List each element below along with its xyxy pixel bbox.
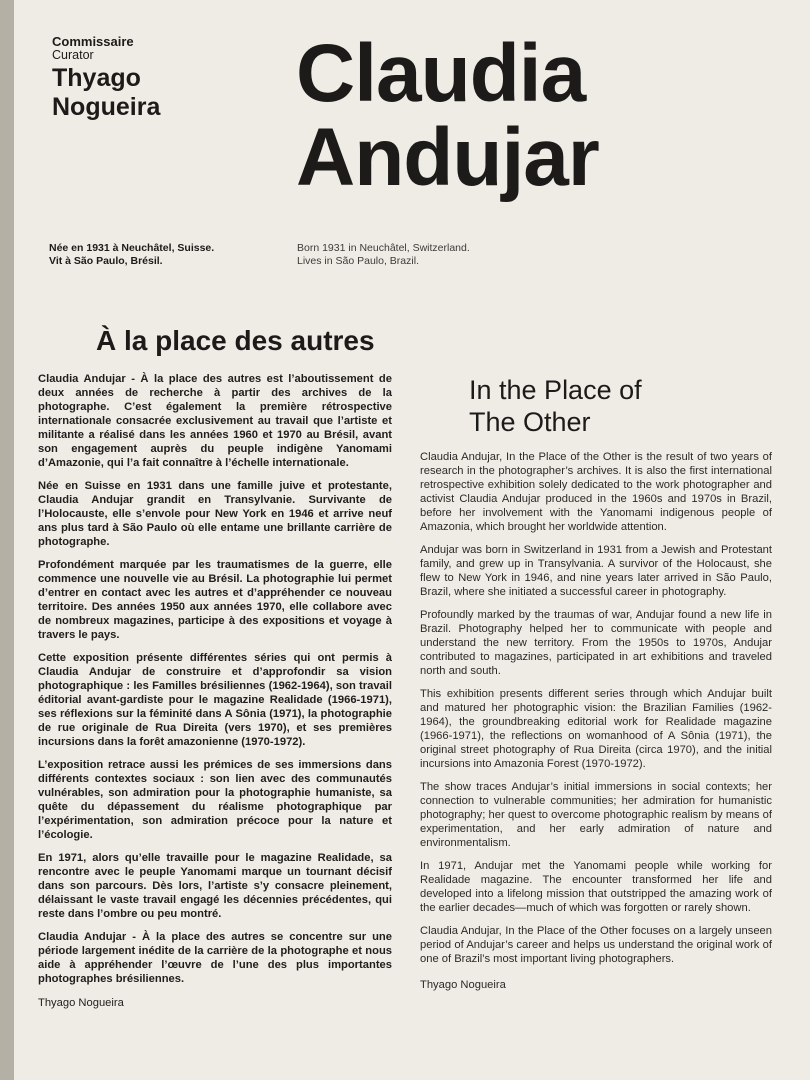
french-paragraph-6: En 1971, alors qu’elle travaille pour le magazine Realidade, sa rencontre avec le peuple Yanomami marque un tournant décisif dans son parcours. Dès lors, l’artiste s’y consacre pleinement, délaissant le vaste travail engagé les décennies précédentes, qui reste dans l’ombre ou peu montré. [38, 852, 392, 920]
english-paragraph-5: The show traces Andujar’s initial immersions in social contexts; her connection to vulnerable communities; her admiration for humanistic photography; her quest to overcome photographic realism by means of experimentation, and her early admiration of nature and environmentalism. [420, 781, 772, 849]
bio-english-line1: Born 1931 in Neuchâtel, Switzerland. [297, 242, 470, 254]
bio-french [49, 242, 214, 268]
french-paragraph-1: Claudia Andujar - À la place des autres est l’aboutissement de deux années de recherche à partir des archives de la photographe. C’est également la première rétrospective internationale consacrée exclusivement au travail que l’artiste et militante a réalisé dans les années 1960 et 1970 au Brésil, avant son engagement auprès du peuple indigène Yanomami d’Amazonie, qui l’a fait connaître à l’échelle internationale. [38, 373, 392, 469]
curator-name-line2: Nogueira [52, 93, 161, 121]
english-section-title [469, 374, 769, 438]
artist-name-line1: Claudia [296, 28, 586, 119]
bio-english-line2: Lives in São Paulo, Brazil. [297, 255, 419, 267]
french-paragraph-2: Née en Suisse en 1931 dans une famille juive et protestante, Claudia Andujar grandit en Transylvanie. Survivante de l’Holocauste, elle s’envole pour New York en 1946 et arrive neuf ans plus tard à São Paulo où elle entame une brillante carrière de photographe. [38, 480, 392, 548]
english-paragraph-7: Claudia Andujar, In the Place of the Other focuses on a largely unseen period of Andujar’s career and helps us understand the original work of one of Brazil’s most important living photographers. [420, 925, 772, 965]
english-title-line1: In the Place of [469, 375, 642, 405]
english-paragraph-4: This exhibition presents different series through which Andujar built and matured her photographic vision: the Brazilian Families (1962-1964), the groundbreaking editorial work for Realidade magazine (1966-1971), the reflections on womanhood of A Sônia (1971), the original street photography of Rua Direita (circa 1970), and the initial incursions into Amazonia Forest (1970-1972). [420, 688, 772, 770]
french-paragraph-3: Profondément marquée par les traumatismes de la guerre, elle commence une nouvelle vie au Brésil. La photographie lui permet d’entrer en contact avec les autres et d’appréhender ce nouveau territoire. Des années 1950 aux années 1970, elle collabore avec de nombreux magazines, participe à des expositions et voyage à travers le pays. [38, 559, 392, 641]
french-paragraph-4: Cette exposition présente différentes séries qui ont permis à Claudia Andujar de construire et d’approfondir sa vision photographique : les Familles brésiliennes (1962-1964), son travail éditorial avant-gardiste pour le magazine Realidade (1966-1971), ses réflexions sur la féminité dans A Sônia (1971), la photographie de rue originale de Rua Direita (vers 1970), et ses premières incursions dans la forêt amazonienne (1970-1972). [38, 652, 392, 748]
english-paragraph-3: Profoundly marked by the traumas of war, Andujar found a new life in Brazil. Photography helped her to communicate with people and understand the new territory. From the 1950s to 1970s, Andujar contributed to magazines, participated in art exhibitions and traveled north and south. [420, 609, 772, 677]
bio-french-line2: Vit à São Paulo, Brésil. [49, 255, 163, 267]
french-paragraph-5: L’exposition retrace aussi les prémices de ses immersions dans différents contextes sociaux : son lien avec des communautés vulnérables, son admiration pour la photographie humaniste, sa quête du dépassement du réalisme photographique par l’expérimentation, son admiration précoce pour la nature et l’écologie. [38, 759, 392, 841]
english-text-column [420, 450, 772, 1001]
english-paragraph-2: Andujar was born in Switzerland in 1931 from a Jewish and Protestant family, and grew up in Transylvania. A survivor of the Holocaust, she flew to New York in 1946, and nine years later arrived in São Paulo, Brazil, where she initiated a successful career in photography. [420, 544, 772, 598]
french-text-column [38, 372, 392, 1019]
bio-french-line1: Née en 1931 à Neuchâtel, Suisse. [49, 242, 215, 254]
artist-name-line2: Andujar [296, 112, 599, 203]
curator-name [52, 64, 252, 122]
curator-label-en: Curator [52, 48, 94, 62]
artist-name-title [296, 28, 776, 203]
bio-english [297, 242, 470, 268]
english-paragraph-1: Claudia Andujar, In the Place of the Other is the result of two years of research in the photographer’s archives. It is also the first international retrospective exhibition solely dedicated to the work photographer and activist Claudia Andujar produced in the 1960s and 1970s in Brazil, before her involvement with the Yanomami indigenous people of Amazonia, which brought her worldwide attention. [420, 451, 772, 533]
french-paragraph-7: Claudia Andujar - À la place des autres se concentre sur une période largement inédite de la carrière de la photographe et nous aide à appréhender l’œuvre de l’une des plus importantes photographes brésiliennes. [38, 931, 392, 985]
curator-name-line1: Thyago [52, 64, 141, 92]
english-title-line2: The Other [469, 407, 591, 437]
english-paragraph-6: In 1971, Andujar met the Yanomami people while working for Realidade magazine. The encounter transformed her life and developed into a lifelong mission that outstripped the amazing work of the earlier decades—much of which was forgotten or rarely shown. [420, 860, 772, 914]
english-signature: Thyago Nogueira [420, 979, 506, 991]
french-section-title: À la place des autres [96, 325, 375, 356]
french-signature: Thyago Nogueira [38, 997, 124, 1009]
curator-label-fr: Commissaire [52, 34, 134, 49]
